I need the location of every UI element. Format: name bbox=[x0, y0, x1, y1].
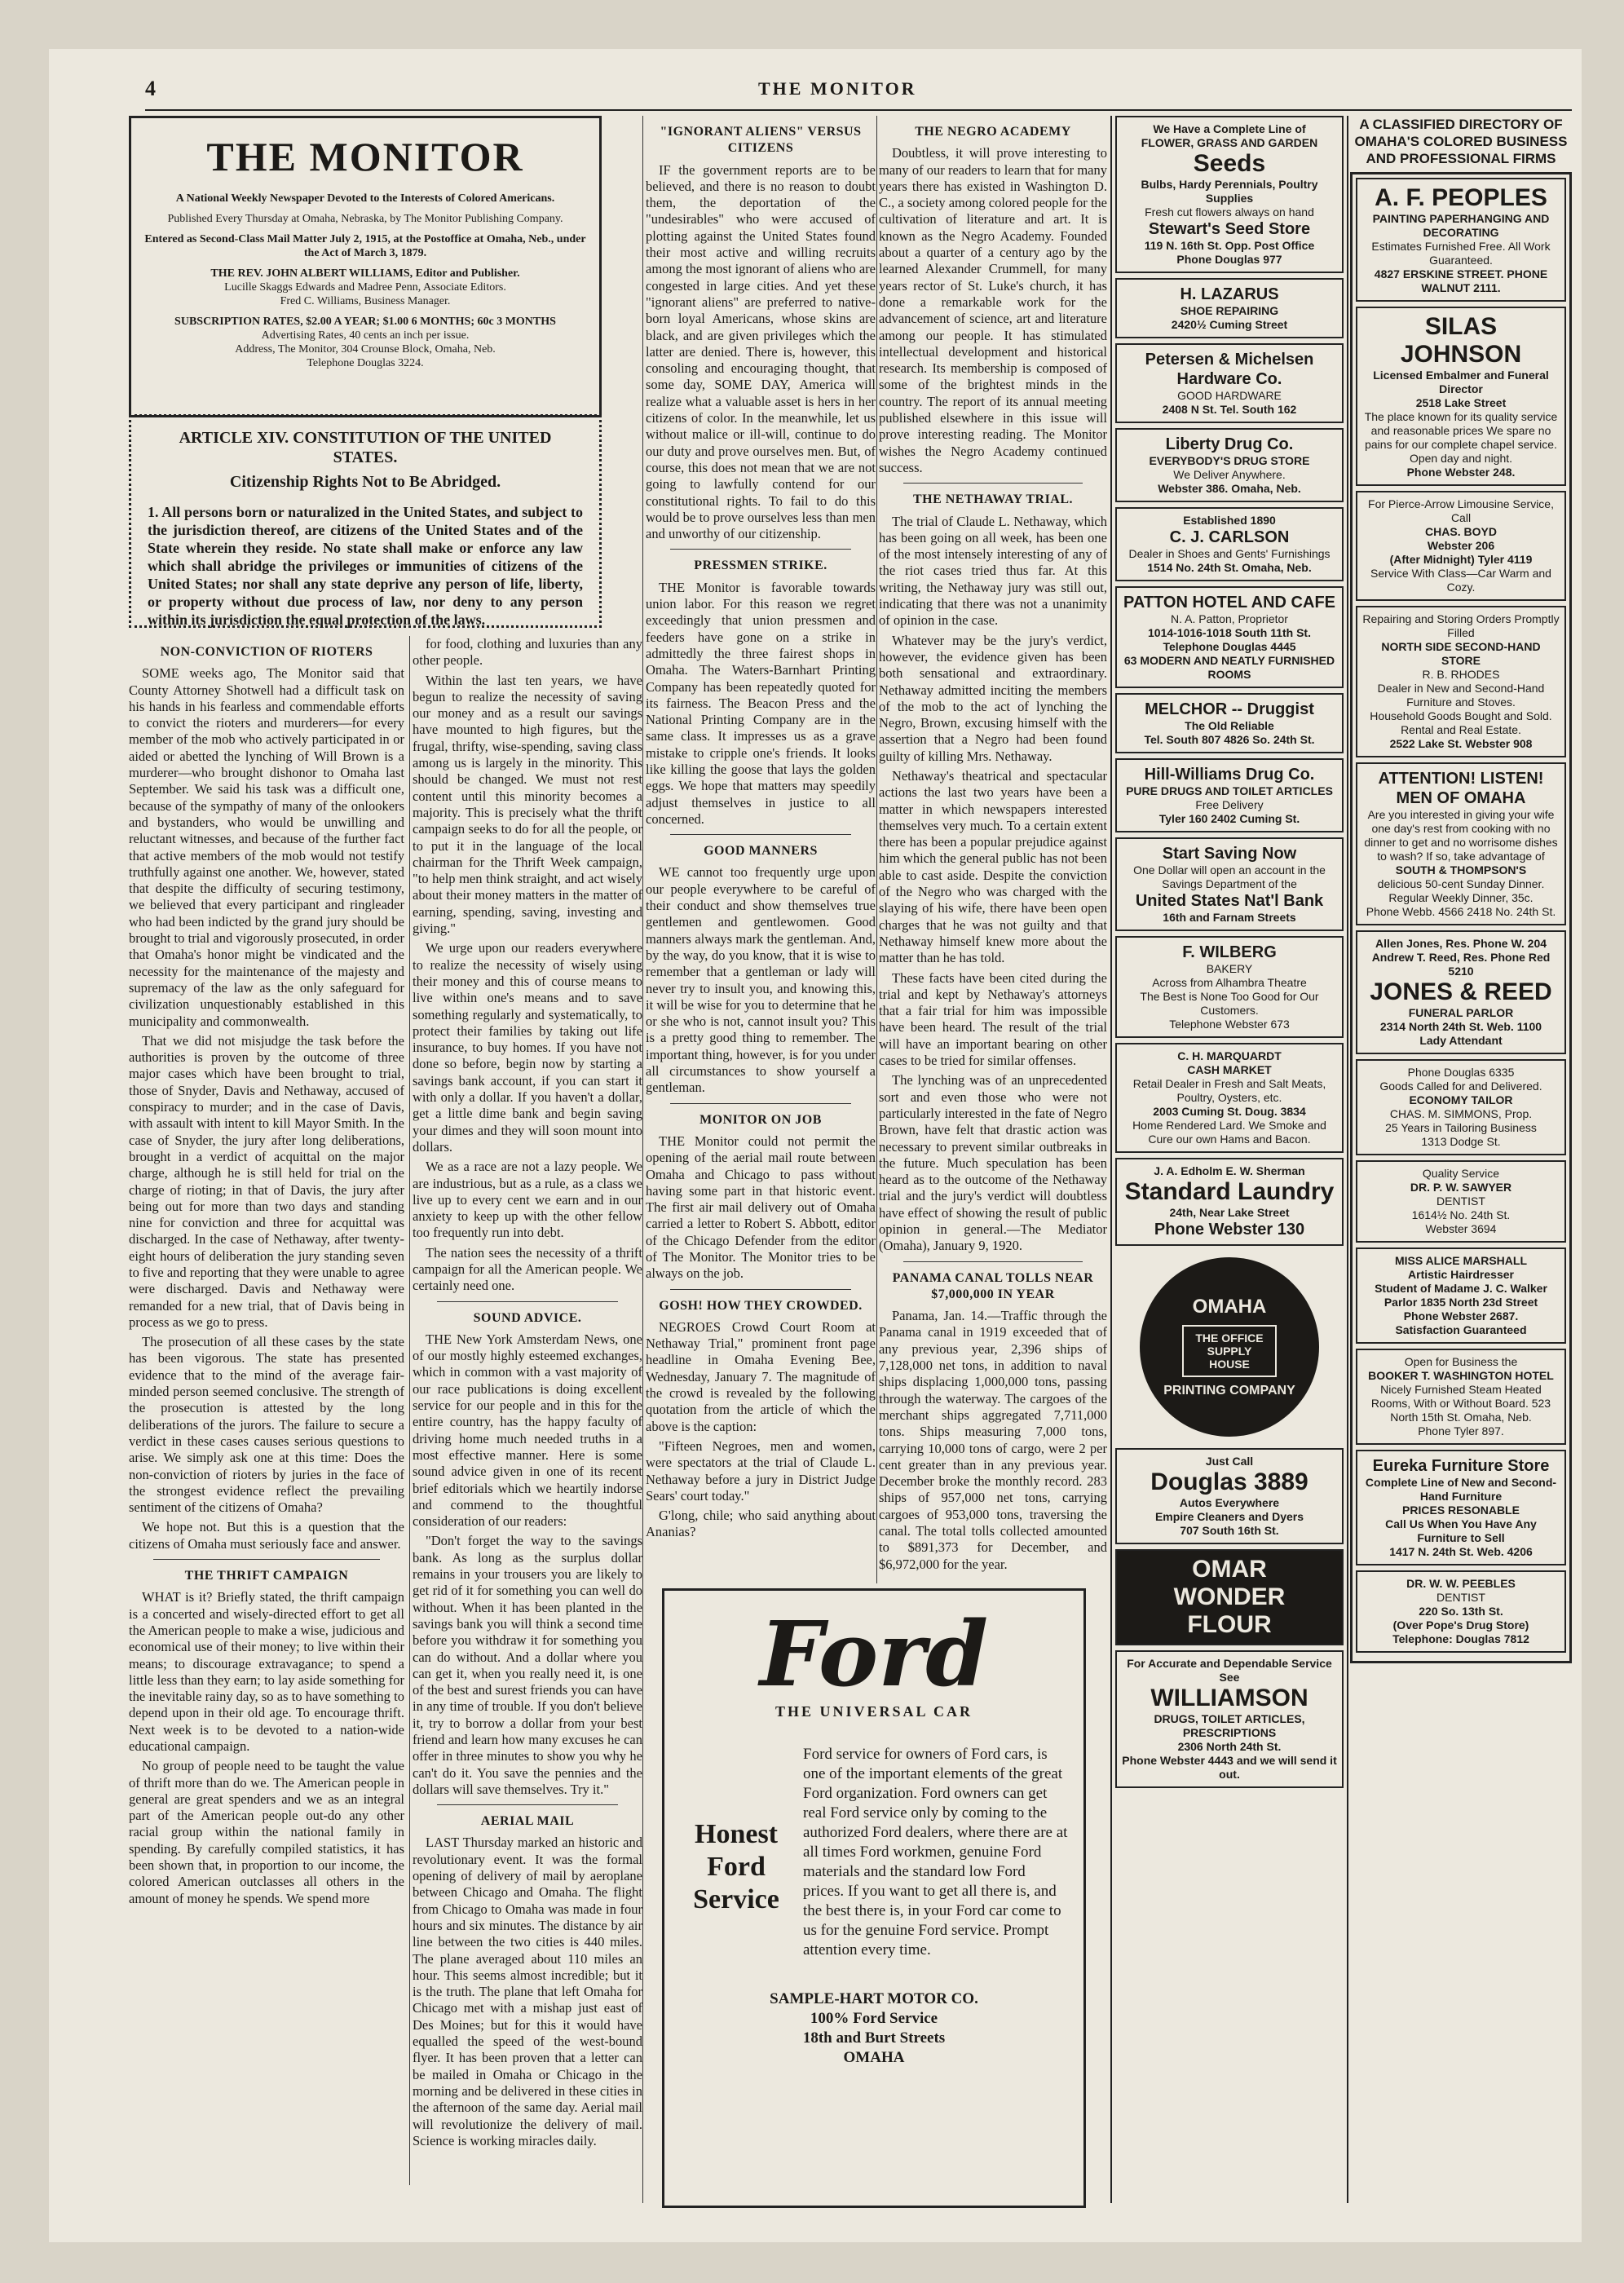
ad-text: (Over Pope's Drug Store) bbox=[1392, 1618, 1529, 1632]
headline-panama-canal: PANAMA CANAL TOLLS NEAR $7,000,000 IN YEAR bbox=[892, 1270, 1094, 1301]
paragraph: THE Monitor could not permit the opening of the aerial mail route between Omaha and Chicago to pass without having some part in that historic event. The first air mail delivery out of Omaha carried a letter to Robert S. Abbott, editor of the Chicago Defender from the editor of The Monitor. The Monitor tries to be always on the job. bbox=[646, 1133, 876, 1282]
headline-sound-advice: SOUND ADVICE. bbox=[473, 1310, 582, 1325]
ad-text: Tel. South 807 4826 So. 24th St. bbox=[1144, 733, 1315, 746]
column-rule bbox=[1110, 116, 1112, 2203]
article-xiv-box bbox=[129, 414, 602, 628]
column-rule bbox=[409, 636, 410, 2185]
headline-thrift-campaign: THE THRIFT CAMPAIGN bbox=[184, 1569, 349, 1583]
dir-jones-reed bbox=[1356, 930, 1566, 1054]
ad-text: SOUTH & THOMPSON'S bbox=[1395, 863, 1527, 877]
ad-text: WONDER bbox=[1173, 1583, 1286, 1610]
headline-monitor-on-job: MONITOR ON JOB bbox=[699, 1112, 822, 1127]
ad-text: J. A. Edholm E. W. Sherman bbox=[1154, 1164, 1305, 1177]
ad-text: 2314 North 24th St. Web. 1100 bbox=[1379, 1020, 1542, 1033]
masthead-line: Entered as Second-Class Mail Matter July 2, 1915, at the Postoffice at Omaha, Neb., under the Act of March 3, 1879. bbox=[144, 233, 586, 259]
paragraph: No group of people need to be taught the value of thrift more than do we. The American people in general are great spenders and we as an integral part of the American people out-do any other racial group within the national family in spending. By carefully compiled statistics, it has been shown that, in proportion to our income, the colored American outclasses all others in the amount of money he spends. We spend more bbox=[129, 1758, 404, 1906]
ad-text: Phone Douglas 977 bbox=[1176, 253, 1282, 266]
headline-non-conviction: NON-CONVICTION OF RIOTERS bbox=[160, 645, 373, 659]
paragraph: We urge upon our readers everywhere to realize the necessity of wisely using their money and this of course means to live within one's means and to save something regularly and systematically, to protect their families by taking out life insurance, to buy homes. If you have not done so before, begin now by starting a savings bank account, if you can start it with only a dollar. If you haven't a dollar, get a little dime bank and begin saving your dimes and they will soon mount into dollars. bbox=[413, 940, 642, 1155]
paragraph: We as a race are not a lazy people. We are industrious, but as a rule, as a class we live up to every cent we earn and in our anxiety to keep up with the other fellow too frequently run into debt. bbox=[413, 1159, 642, 1241]
ad-text: ECONOMY TAILOR bbox=[1409, 1093, 1513, 1106]
ad-marquardt bbox=[1115, 1043, 1344, 1153]
ad-text: EVERYBODY'S DRUG STORE bbox=[1149, 454, 1310, 467]
ad-text: DENTIST bbox=[1436, 1591, 1485, 1604]
ad-text: Seeds bbox=[1193, 150, 1266, 177]
ad-text: Telephone Douglas 4445 bbox=[1163, 640, 1296, 653]
ad-text: Phone Webster 130 bbox=[1154, 1221, 1305, 1239]
ad-text: BOOKER T. WASHINGTON HOTEL bbox=[1368, 1369, 1554, 1382]
ad-text: Fresh cut flowers always on hand bbox=[1145, 205, 1314, 219]
ad-text: Autos Everywhere bbox=[1179, 1496, 1280, 1509]
ad-text: 1614½ No. 24th St. bbox=[1411, 1208, 1511, 1221]
ad-text: PRICES RESONABLE bbox=[1402, 1504, 1520, 1517]
ad-text: Start Saving Now bbox=[1162, 845, 1297, 863]
paragraph: The lynching was of an unprecedented sort and even those who were not particularly interested in the fate of Negro Brown, have felt that drastic action was necessary to prevent similar outbreaks in the future. Much speculation has been heard as to the outcome of the Nethaway trial and the jury's verdict will doubtless have effect of showing the result of public opinion in general.—The Mediator (Omaha), January 9, 1920. bbox=[879, 1072, 1107, 1254]
dir-afpeoples bbox=[1356, 178, 1566, 302]
headline-nethaway-trial: THE NETHAWAY TRIAL. bbox=[912, 492, 1074, 507]
ad-text: delicious 50-cent Sunday Dinner. Regular Weekly Dinner, 35c. bbox=[1377, 877, 1545, 904]
paragraph: We hope not. But this is a question that the citizens of Omaha must seriously face and answer. bbox=[129, 1519, 404, 1552]
paragraph: The nation sees the necessity of a thrift campaign for all the American people. We certainly need one. bbox=[413, 1244, 642, 1294]
ad-lazarus bbox=[1115, 278, 1344, 338]
ad-text: Call Us When You Have Any Furniture to Sell bbox=[1385, 1517, 1537, 1544]
ad-text: Phone Webster 2687. bbox=[1403, 1309, 1519, 1323]
logo-text: THE OFFICE SUPPLY HOUSE bbox=[1182, 1325, 1277, 1377]
ad-text: Student of Madame J. C. Walker bbox=[1375, 1282, 1547, 1295]
ad-text: JONES & REED bbox=[1370, 978, 1552, 1005]
ad-wilberg-bakery bbox=[1115, 936, 1344, 1038]
ad-text: FLOWER, GRASS AND GARDEN bbox=[1141, 136, 1318, 149]
ad-text: DR. W. W. PEEBLES bbox=[1406, 1577, 1516, 1590]
ad-text: Phone Webb. 4566 2418 No. 24th St. bbox=[1366, 905, 1556, 918]
paragraph: The prosecution of all these cases by the state has been vigorous. The state has presented evidence that to the mind of the average fair-minded person seemed conclusive. The strength of the prosecution is attested by the long deliberations of the jurors. The failure to secure a verdict in these cases causes serious questions to arise. We simply ask one at this time: Does the non-conviction of rioters by juries in the face of the strongest evidence reflect the prevailing sentiment of the citizens of Omaha? bbox=[129, 1334, 404, 1516]
ad-text: Quality Service bbox=[1422, 1167, 1500, 1180]
newspaper-page bbox=[49, 49, 1582, 2242]
ad-text: Established 1890 bbox=[1183, 514, 1276, 527]
ad-text: Webster 206 bbox=[1427, 539, 1495, 552]
ad-text: FUNERAL PARLOR bbox=[1408, 1006, 1514, 1019]
ad-text: 2518 Lake Street bbox=[1415, 396, 1507, 409]
honest-ford-service: Honest Ford Service bbox=[693, 1819, 779, 1914]
ad-text: PURE DRUGS AND TOILET ARTICLES bbox=[1126, 784, 1333, 797]
running-masthead: THE MONITOR bbox=[758, 78, 917, 99]
masthead-line: Lucille Skaggs Edwards and Madree Penn, Associate Editors. bbox=[224, 281, 506, 294]
ad-text: 24th, Near Lake Street bbox=[1169, 1206, 1290, 1219]
ad-text: Household Goods Bought and Sold. Rental and Real Estate. bbox=[1370, 709, 1552, 736]
ad-text: Allen Jones, Res. Phone W. 204 bbox=[1375, 937, 1547, 950]
ad-text: 16th and Farnam Streets bbox=[1163, 911, 1296, 924]
paragraph: LAST Thursday marked an historic and revolutionary event. It was the formal opening of delivery of mail by aeroplane between Chicago and Omaha. The flight from Chicago to Omaha was made in four hours and six minutes. The distance by air line between the two cities is 440 miles. The plane averaged about 110 miles an hour. This seems almost incredible; but it is the truth. The plane that left Omaha for Chicago met with a mishap just east of Des Moines; but for this it would have equalled the speed of the west-bound flyer. It has been proven that a letter can be mailed in Omaha or Chicago in the morning and be delivered in these cities in the afternoon of the same day. Aerial mail will revolutionize the delivery of mail. Science is working miracles daily. bbox=[413, 1835, 642, 2148]
paragraph: Panama, Jan. 14.—Traffic through the Panama canal in 1919 exceeded that of any previous year, 2,396 ships of 7,128,000 net tons, in addition to naval ships displacing 1,000,000 tons, passing through the waterway. The cargoes of the merchant ships aggregated 7,711,000 tons. Ships measuring 7,000 tons, carrying 10,000 tons of cargo, were 2 per cent greater than in any previous year. December broke the monthly record. 283 ships of 957,000 net tons, carrying cargoes of 953,000 tons, traversing the canal. The total tolls collected amounted to $891,373 for December, and $6,972,000 for the year. bbox=[879, 1308, 1107, 1572]
ad-text: Free Delivery bbox=[1195, 798, 1264, 811]
omaha-printing-logo bbox=[1140, 1257, 1319, 1437]
dir-economy-tailor bbox=[1356, 1059, 1566, 1155]
ad-williamson bbox=[1115, 1650, 1344, 1788]
ad-text: 2522 Lake St. Webster 908 bbox=[1389, 737, 1533, 750]
ad-text: 2408 N St. Tel. South 162 bbox=[1162, 403, 1297, 416]
paragraph: SOME weeks ago, The Monitor said that County Attorney Shotwell had a difficult task on his hands in his fearless and commendable efforts to convict the rioters and murderers—for every member of the mob who actively participated in or aided or abetted the lynching of Will Brown is a murderer—who brought dishonor to Omaha last September. We said his task was a difficult one, because of the sympathy of many of the onlookers and bystanders, who would be unwilling and reluctant witnesses, and because of the further fact that active members of the mob would not testify truthfully against one another. We, however, stated that despite the difficulty of securing testimony, we believed that every participant and ringleader who had been indicted by the grand jury should be brought to trial and vigorously prosecuted, in order that Omaha's honor might be vindicated and the necessity for the maintenance of the majesty and supremacy of the law as the only safeguard for civilization unquestionably established in this municipality and commonwealth. bbox=[129, 665, 404, 1029]
ad-text: DRUGS, TOILET ARTICLES, PRESCRIPTIONS bbox=[1154, 1712, 1305, 1739]
ad-text: Open for Business the bbox=[1404, 1355, 1518, 1368]
paragraph: THE New York Amsterdam News, one of our mostly highly esteemed exchanges, which in common with a vast majority of our race publications is doing excellent service for our people and in this for the entire country, has the happy faculty of driving home much needed truths in a most effective manner. Here is some sound advice given in one of its recent brief editorials which we heartily indorse and commend to the thoughtful consideration of our readers: bbox=[413, 1331, 642, 1530]
ford-dealer-line: 100% Ford Service bbox=[810, 2010, 938, 2027]
headline-gosh: GOSH! HOW THEY CROWDED. bbox=[659, 1298, 863, 1313]
paragraph: WE cannot too frequently urge upon our people everywhere to be careful of their conduct and show themselves true gentlemen and gentlewomen. Good manners always mark the gentleman. And, by the way, do you know, that it is wise to remember that a gentleman or lady will never try to insult you, and knowing this, it will be wise for you to determine that he or she who is not, cannot insult you? This is a pretty good thing to remember. The important thing, however, is for you under all circumstances to show yourself a gentleman. bbox=[646, 864, 876, 1096]
ad-text: FLOUR bbox=[1187, 1611, 1272, 1638]
ad-text: For Pierce-Arrow Limousine Service, Call bbox=[1368, 497, 1554, 524]
column-4 bbox=[879, 116, 1107, 1575]
ad-text: United States Nat'l Bank bbox=[1135, 892, 1324, 910]
ads-column bbox=[1115, 116, 1344, 2203]
ad-text: CASH MARKET bbox=[1187, 1063, 1272, 1076]
ad-text: C. H. MARQUARDT bbox=[1177, 1049, 1282, 1062]
paragraph: That we did not misjudge the task before the authorities is proven by the outcome of three major cases which have been brought to trial, those of Snyder, Davis and Nethaway, accused of conspiracy to murder; and in the case of Davis, with assault with intent to kill Mayor Smith. In the case of Snyder, the jury after long deliberations, brought in a verdict of acquittal on the major charge, although he is still held for trial on the charge of rioting; in that of Davis, the jury after being out for more than two days and standing nine for conviction and three for acquittal was discharged. In the case of Nethaway, after twenty-eight hours of deliberation the jury standing seven to five and reporting that they were unable to agree were discharged. Davis and Nethaway were remanded for a new trial, that of Davis being in process as we go to press. bbox=[129, 1032, 404, 1330]
column-1 bbox=[129, 636, 404, 2201]
paragraph: NEGROES Crowd Court Room at Nethaway Trial," prominent front page headline in Omaha Evening Bee, Wednesday, January 7. The magnitude of the crowd is revealed by the following quotation from the article of which the above is the caption: bbox=[646, 1318, 876, 1434]
ad-text: Eureka Furniture Store bbox=[1372, 1457, 1550, 1475]
paragraph: Whatever may be the jury's verdict, however, the evidence given has been both sensational and extraordinary. Nethaway admitted inciting the members of the mob to the act of lynching the Negro, Brown, excusing himself with the assertion that a Negro had been found guilty of killing Mrs. Nethaway. bbox=[879, 632, 1107, 764]
paragraph: IF the government reports are to be believed, and there is no reason to doubt them, the deportation of the "undesirables" who were accused of plotting against the United States found their most active and willing recruits among the most ignorant of aliens who are congested in large cities. And yet these "ignorant aliens" are preferred to native-born loyal Americans, whose skins are black, and are given privileges which the latter are denied. There is, however, this consoling and encouraging thought, that some day, SOME DAY, America will realize what a valuable asset is hers in her citizens of color. In the meanwhile, let us without malice or ill-will, continue to do our duty and prove ourselves men. But, of course, this does not mean that we are not going to lawfully contend for our constitutional rights. To fail to do this would be to prove ourselves less than men and unworthy of our citizenship. bbox=[646, 161, 876, 542]
dir-eureka bbox=[1356, 1450, 1566, 1565]
ad-text: Across from Alhambra Theatre bbox=[1152, 976, 1307, 989]
paragraph: WHAT is it? Briefly stated, the thrift campaign is a concerted and wisely-directed effort to get all the American people to make a wise, judicious and economical use of their money; to live within their means; to discourage extravagance; to spend a little less than they earn; to lay aside something for the inevitable rainy day, so as to have something to depend upon in their old age. To encourage thrift. Next week is to be devoted to a nation-wide educational campaign. bbox=[129, 1589, 404, 1754]
dir-north-side-store bbox=[1356, 606, 1566, 757]
ad-text: CHAS. BOYD bbox=[1425, 525, 1497, 538]
ad-text: Telephone Webster 673 bbox=[1169, 1018, 1290, 1031]
dir-silas-johnson bbox=[1356, 307, 1566, 486]
ad-text: 1313 Dodge St. bbox=[1421, 1135, 1501, 1148]
ad-text: 1417 N. 24th St. Web. 4206 bbox=[1389, 1545, 1533, 1558]
ad-text: CHAS. M. SIMMONS, Prop. bbox=[1389, 1107, 1533, 1120]
ad-text: Dealer in Shoes and Gents' Furnishings bbox=[1128, 547, 1331, 560]
ad-text: OMAR bbox=[1192, 1556, 1267, 1583]
ad-text: 2306 North 24th St. bbox=[1177, 1740, 1282, 1753]
ad-text: Bulbs, Hardy Perennials, Poultry Supplies bbox=[1141, 178, 1318, 205]
ad-text: Hardware Co. bbox=[1176, 370, 1282, 388]
ford-logo: Ford bbox=[759, 1601, 989, 1707]
ad-text: DR. P. W. SAWYER bbox=[1410, 1181, 1512, 1194]
ad-text: A. F. PEOPLES bbox=[1375, 184, 1547, 211]
column-rule bbox=[642, 116, 643, 2203]
logo-text: OMAHA bbox=[1192, 1296, 1267, 1318]
paragraph: "Fifteen Negroes, men and women, were spectators at the trial of Claude L. Nethaway before a jury in District Judge Sears' court today." bbox=[646, 1437, 876, 1504]
page-number: 4 bbox=[145, 77, 156, 100]
dir-chas-boyd bbox=[1356, 491, 1566, 601]
ad-text: 63 MODERN AND NEATLY FURNISHED ROOMS bbox=[1123, 654, 1335, 681]
masthead-line: Fred C. Williams, Business Manager. bbox=[280, 295, 451, 307]
ford-intro: Ford service for owners of Ford cars, is one of the important elements of the great Ford organization. Ford owners can get real Ford service only by coming to the authorized Ford dealers, where there are at all times Ford workmen, genuine Ford materials and the standard low Ford prices. If you want to get all there is, and the best there is, in your Ford car come to us for the genuine Ford service. Prompt attention every time. bbox=[803, 1746, 1068, 1958]
dir-south-thompson bbox=[1356, 762, 1566, 925]
paragraph: Doubtless, it will prove interesting to many of our readers to learn that for many years there has existed in Washington D. C., a society among colored people for the cultivation of literature and art. It is known as the Negro Academy. Founded about a quarter of a century ago by the learned Alexander Crummell, for many years rector of St. Luke's church, it has done a remarkable work for the advancement of science, art and literature among our people. It has stimulated intellectual development and historical research. Its membership is composed of some of the brightest minds in the country. The report of its annual meeting published elsewhere in this issue will prove interesting reading. The Monitor wishes the Negro Academy continued success. bbox=[879, 145, 1107, 475]
ford-dealer: SAMPLE-HART MOTOR CO. bbox=[770, 1990, 978, 2007]
article-xiv-text: 1. All persons born or naturalized in the United States, and subject to the jurisdiction thereof, are citizens of the United States and of the State wherein they reside. No state shall make or enforce any law which shall abridge the privileges or immunities of citizens of the United States; nor shall any state deprive any person of life, liberty, or property without due process of law, nor deny to any person within its jurisdiction the equal protection of the laws. bbox=[148, 504, 583, 628]
headline-negro-academy: THE NEGRO ACADEMY bbox=[915, 125, 1071, 139]
ad-text: PATTON HOTEL AND CAFE bbox=[1123, 594, 1335, 612]
ad-stewart-seed bbox=[1115, 116, 1344, 273]
ad-text: Complete Line of New and Second-Hand Furniture bbox=[1365, 1476, 1557, 1503]
headline-aerial-mail: AERIAL MAIL bbox=[480, 1814, 575, 1829]
ad-text: MISS ALICE MARSHALL bbox=[1394, 1254, 1528, 1267]
ad-text: Webster 386. Omaha, Neb. bbox=[1158, 482, 1301, 495]
ad-text: (After Midnight) Tyler 4119 bbox=[1389, 553, 1533, 566]
ad-text: One Dollar will open an account in the Savings Department of the bbox=[1133, 863, 1326, 890]
ad-carlson bbox=[1115, 507, 1344, 581]
ad-text: 119 N. 16th St. Opp. Post Office bbox=[1144, 239, 1315, 252]
dir-marshall bbox=[1356, 1247, 1566, 1344]
paragraph: G'long, chile; who said anything about Ananias? bbox=[646, 1508, 876, 1540]
ad-text: Tyler 160 2402 Cuming St. bbox=[1158, 812, 1300, 825]
masthead-box bbox=[129, 116, 602, 417]
ad-text: Andrew T. Reed, Res. Phone Red 5210 bbox=[1371, 951, 1551, 978]
masthead-line: THE REV. JOHN ALBERT WILLIAMS, Editor and Publisher. bbox=[210, 267, 520, 280]
ad-us-national-bank bbox=[1115, 837, 1344, 931]
separator bbox=[670, 834, 851, 835]
separator bbox=[670, 1103, 851, 1104]
headline-good-manners: GOOD MANNERS bbox=[704, 844, 818, 859]
dir-sawyer bbox=[1356, 1160, 1566, 1243]
ad-text: 2003 Cuming St. Doug. 3834 bbox=[1153, 1105, 1306, 1118]
ad-text: Home Rendered Lard. We Smoke and Cure our own Hams and Bacon. bbox=[1132, 1119, 1326, 1146]
ad-text: Empire Cleaners and Dyers bbox=[1154, 1510, 1304, 1523]
column-2 bbox=[413, 636, 642, 2201]
paragraph: for food, clothing and luxuries than any other people. bbox=[413, 636, 642, 669]
ad-text: Liberty Drug Co. bbox=[1165, 435, 1294, 453]
article-xiv-title: ARTICLE XIV. CONSTITUTION OF THE UNITED STATES. bbox=[179, 429, 552, 466]
ad-text: Dealer in New and Second-Hand Furniture and Stoves. bbox=[1377, 682, 1545, 709]
ad-text: Artistic Hairdresser bbox=[1408, 1268, 1514, 1281]
ad-text: 1514 No. 24th St. Omaha, Neb. bbox=[1147, 561, 1312, 574]
ad-text: Phone Tyler 897. bbox=[1418, 1424, 1504, 1437]
ad-text: 707 South 16th St. bbox=[1180, 1524, 1279, 1537]
ad-text: Standard Laundry bbox=[1124, 1178, 1335, 1205]
paragraph: "Don't forget the way to the savings bank. As long as the surplus dollar remains in your trousers you are likely to get rid of it for something you can well do without. When it has been planted in the savings bank you will think a second time before you withdraw it for something you can do without. And a dollar where you can get it, when you really need it, is one of the best and surest friends you can have in any time of trouble. If you don't believe it, try to borrow a dollar from your best friend and learn how many excuses he can offer in three minutes to show you why he can't do it. You save the pennies and the dollars will save themselves. Try it." bbox=[413, 1533, 642, 1797]
ad-patton-hotel bbox=[1115, 586, 1344, 688]
ad-text: 4827 ERSKINE STREET. PHONE WALNUT 2111. bbox=[1374, 267, 1548, 294]
masthead-title: THE MONITOR bbox=[206, 134, 524, 179]
header-rule bbox=[145, 109, 1572, 111]
directory-heading: A CLASSIFIED DIRECTORY OF OMAHA'S COLORED BUSINESS AND PROFESSIONAL FIRMS bbox=[1354, 117, 1568, 166]
ad-text: Service With Class—Car Warm and Cozy. bbox=[1370, 567, 1551, 594]
ad-text: SHOE REPAIRING bbox=[1180, 304, 1279, 317]
column-rule bbox=[876, 116, 877, 1583]
ad-text: Phone Webster 248. bbox=[1406, 466, 1516, 479]
ad-text: 2420½ Cuming Street bbox=[1171, 318, 1288, 331]
ad-text: The Old Reliable bbox=[1185, 719, 1274, 732]
ad-text: Goods Called for and Delivered. bbox=[1379, 1080, 1542, 1093]
paragraph: Within the last ten years, we have begun to realize the necessity of saving our money and as a result our savings have mounted to high figures, but the frugal, thrifty, wise-spending, saving class among us is largely in the minority. This should be changed. We must not rest content until this minority becomes a majority. This is precisely what the thrift campaign seeks to do for all the people, or to put it in the language of the local chairman for the Thrift Week campaign, "to help men think straight, and act wisely about their money matters in the matter of earning, spending, saving, investing and giving." bbox=[413, 672, 642, 937]
ad-text: The place known for its quality service and reasonable prices We spare no pains for our complete chapel service. Open day and night. bbox=[1364, 410, 1558, 465]
ad-text: NORTH SIDE SECOND-HAND STORE bbox=[1381, 640, 1541, 667]
ad-text: H. LAZARUS bbox=[1180, 285, 1279, 303]
ad-text: 220 So. 13th St. bbox=[1419, 1605, 1503, 1618]
ad-text: DENTIST bbox=[1436, 1194, 1485, 1208]
separator bbox=[670, 549, 851, 550]
headline-ignorant-aliens: "IGNORANT ALIENS" VERSUS CITIZENS bbox=[660, 125, 862, 156]
ad-text: BAKERY bbox=[1206, 962, 1253, 975]
headline-pressmen-strike: PRESSMEN STRIKE. bbox=[694, 559, 827, 573]
ad-text: Petersen & Michelsen bbox=[1145, 351, 1314, 369]
ad-text: 1014-1016-1018 South 11th St. bbox=[1148, 626, 1311, 639]
ad-text: Hill-Williams Drug Co. bbox=[1144, 766, 1315, 784]
ad-text: ATTENTION! LISTEN! MEN OF OMAHA bbox=[1378, 770, 1544, 807]
column-3 bbox=[646, 116, 876, 1575]
ad-text: We Have a Complete Line of bbox=[1153, 122, 1306, 135]
ad-text: GOOD HARDWARE bbox=[1177, 389, 1282, 402]
separator bbox=[437, 1301, 618, 1302]
ad-text: Nicely Furnished Steam Heated Rooms, With or Without Board. 523 North 15th St. Omaha, Neb. bbox=[1370, 1383, 1551, 1424]
article-xiv-subtitle: Citizenship Rights Not to Be Abridged. bbox=[229, 473, 501, 491]
ad-text: Phone Douglas 6335 bbox=[1407, 1066, 1515, 1079]
ad-text: The Best is None Too Good for Our Customers. bbox=[1140, 990, 1319, 1017]
ad-text: SILAS JOHNSON bbox=[1400, 313, 1522, 368]
masthead-line: Address, The Monitor, 304 Crounse Block, Omaha, Neb. bbox=[235, 343, 496, 355]
ad-text: N. A. Patton, Proprietor bbox=[1171, 612, 1288, 625]
ad-text: Douglas 3889 bbox=[1150, 1468, 1308, 1495]
ad-text: Telephone: Douglas 7812 bbox=[1392, 1632, 1529, 1645]
ad-text: Webster 3694 bbox=[1425, 1222, 1497, 1235]
ad-liberty-drug bbox=[1115, 428, 1344, 502]
ford-tagline: THE UNIVERSAL CAR bbox=[774, 1703, 973, 1720]
masthead-line: Telephone Douglas 3224. bbox=[307, 357, 424, 369]
ad-text: Parlor 1835 North 23d Street bbox=[1383, 1296, 1538, 1309]
ford-dealer-line: OMAHA bbox=[843, 2049, 905, 2066]
ad-text: Lady Attendant bbox=[1419, 1034, 1503, 1047]
ad-text: F. WILBERG bbox=[1182, 943, 1277, 961]
ad-text: We Deliver Anywhere. bbox=[1173, 468, 1286, 481]
ad-text: For Accurate and Dependable Service See bbox=[1127, 1657, 1332, 1684]
ad-text: Repairing and Storing Orders Promptly Filled bbox=[1362, 612, 1560, 639]
ad-omar-flour bbox=[1115, 1549, 1344, 1645]
masthead-line: SUBSCRIPTION RATES, $2.00 A YEAR; $1.00 6 MONTHS; 60c 3 MONTHS bbox=[174, 316, 556, 328]
masthead-line: A National Weekly Newspaper Devoted to the Interests of Colored Americans. bbox=[175, 192, 555, 205]
ad-hill-williams bbox=[1115, 758, 1344, 832]
ad-text: Stewart's Seed Store bbox=[1148, 220, 1311, 238]
dir-peebles bbox=[1356, 1570, 1566, 1653]
ad-text: Just Call bbox=[1205, 1455, 1254, 1468]
paragraph: The trial of Claude L. Nethaway, which has been going on all week, has been one of the most intensely interesting of any of the riot cases tried thus far. At this writing, the Nethaway jury was still out, indicating that there was not a unanimity of opinion in the case. bbox=[879, 513, 1107, 629]
ford-advertisement bbox=[662, 1588, 1086, 2208]
ad-text: Retail Dealer in Fresh and Salt Meats, Poultry, Oysters, etc. bbox=[1132, 1077, 1326, 1104]
separator bbox=[670, 1289, 851, 1290]
logo-text: PRINTING COMPANY bbox=[1163, 1384, 1295, 1398]
paragraph: THE Monitor is favorable towards union labor. For this reason we regret exceedingly that union pressmen and feeders have gone on a strike in admittedly the three fairest shops in Omaha. The Waters-Barnhart Printing Company has been repeatedly quoted for its fairness. The Beacon Press and the National Printing Company are in the same class. It impresses us as a grave mistake to cripple one's friends. It looks like killing the goose that lays the golden eggs. We hope that matters may speedily adjust themselves in justice to all concerned. bbox=[646, 579, 876, 827]
separator bbox=[903, 1261, 1083, 1262]
ad-text: Satisfaction Guaranteed bbox=[1395, 1323, 1527, 1336]
ad-melchor bbox=[1115, 693, 1344, 753]
ad-text: Estimates Furnished Free. All Work Guaranteed. bbox=[1371, 240, 1551, 267]
separator bbox=[437, 1804, 618, 1805]
ad-text: R. B. RHODES bbox=[1422, 668, 1500, 681]
dir-btw-hotel bbox=[1356, 1349, 1566, 1445]
paragraph: Nethaway's theatrical and spectacular actions the last two years have been a matter in which newspapers interested themselves very much. To a certain extent there has been a popular prejudice against him which the general public has not been able to cast aside. Despite the conviction of the Negro who was charged with the slaying of his wife, there have been open charges that he was not guilty and that Nethaway himself knew more about the matter than he has told. bbox=[879, 767, 1107, 966]
column-rule bbox=[1347, 116, 1348, 2203]
ad-empire-cleaners bbox=[1115, 1448, 1344, 1544]
separator bbox=[153, 1559, 380, 1560]
masthead-line: Advertising Rates, 40 cents an inch per issue. bbox=[261, 329, 470, 342]
ad-text: C. J. CARLSON bbox=[1169, 528, 1290, 546]
masthead-line: Published Every Thursday at Omaha, Nebraska, by The Monitor Publishing Company. bbox=[167, 213, 563, 225]
ad-text: MELCHOR -- Druggist bbox=[1145, 700, 1314, 718]
ad-text: Are you interested in giving your wife one day's rest from cooking with no dinner to get and no worrisome dishes to wash? If so, take advantage of bbox=[1364, 808, 1558, 863]
ad-text: 25 Years in Tailoring Business bbox=[1385, 1121, 1537, 1134]
ad-petersen bbox=[1115, 343, 1344, 423]
ad-text: WILLIAMSON bbox=[1150, 1685, 1308, 1711]
directory-column bbox=[1350, 116, 1572, 2203]
ford-dealer-line: 18th and Burt Streets bbox=[802, 2029, 946, 2047]
paragraph: These facts have been cited during the trial and kept by Nethaway's attorneys that a fair trial for him was impossible have been heard. The result of the trial will have an important bearing on other cases to be tried for similar offenses. bbox=[879, 969, 1107, 1069]
ad-text: PAINTING PAPERHANGING AND DECORATING bbox=[1372, 212, 1550, 239]
ad-text: Phone Webster 4443 and we will send it out. bbox=[1122, 1754, 1337, 1781]
ad-text: Licensed Embalmer and Funeral Director bbox=[1373, 369, 1549, 395]
separator bbox=[903, 483, 1083, 484]
ad-standard-laundry bbox=[1115, 1158, 1344, 1246]
